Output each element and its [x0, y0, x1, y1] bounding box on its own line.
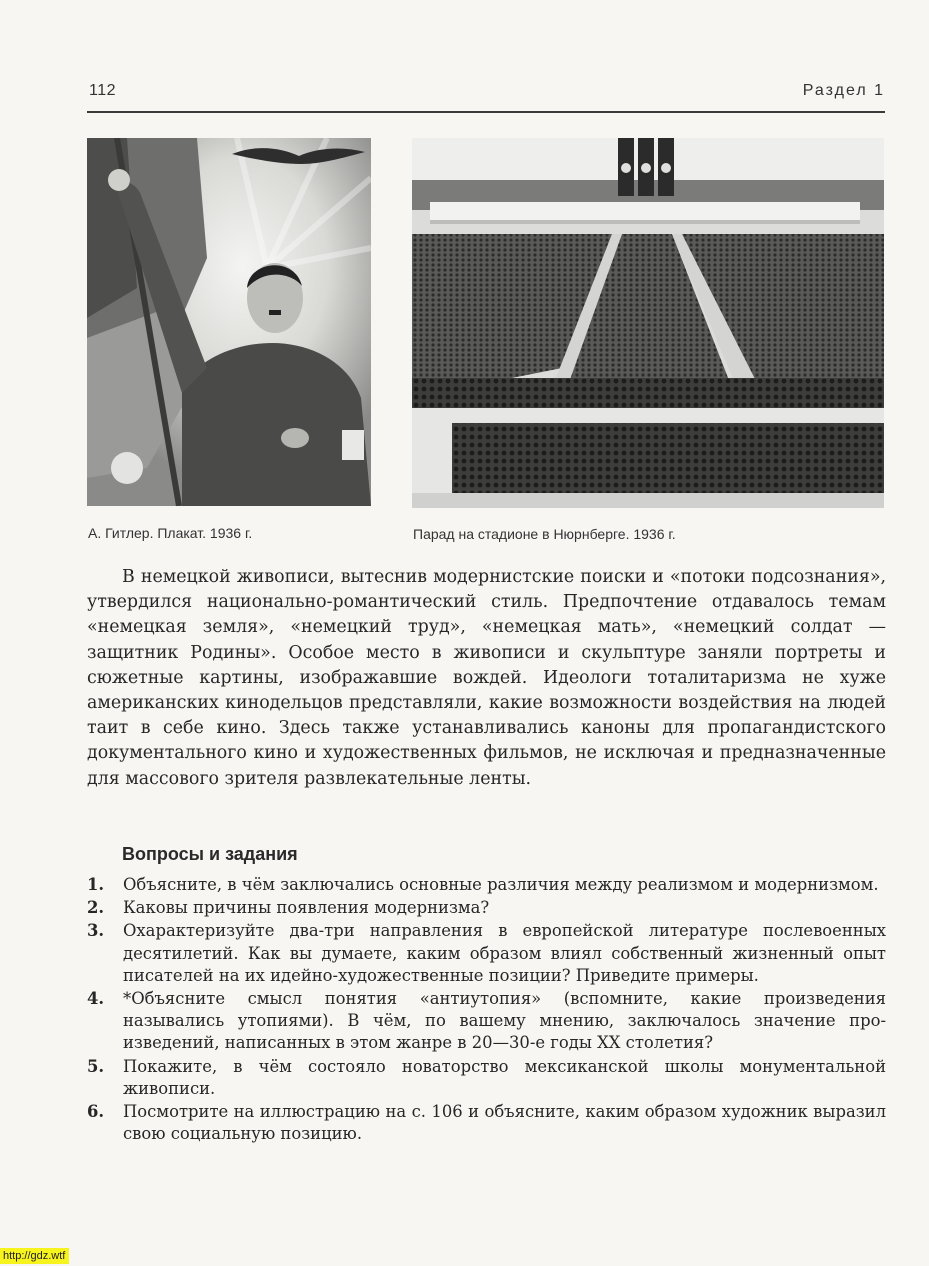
- question-item: [87, 1101, 886, 1145]
- question-number: 6.: [87, 1102, 105, 1122]
- question-number: 1.: [87, 875, 105, 894]
- main-text: [87, 565, 886, 792]
- question-item: [87, 920, 886, 987]
- parade-caption: Парад на стадионе в Нюрнберге. 1936 г.: [413, 526, 676, 542]
- question-item: [87, 1056, 886, 1100]
- question-text: Охарактеризуйте два-три направления в европейской литературе послевоенных десятилетий. Как вы думаете, каким образом влиял собственный жизненный опыт писателей на их идейно-художественные позиции? Приведите примеры.: [123, 921, 886, 985]
- questions-heading: Вопросы и задания: [122, 844, 298, 864]
- questions-list: [87, 874, 886, 1146]
- question-item: [87, 897, 886, 919]
- question-number: 5.: [87, 1056, 105, 1076]
- question-item: [87, 988, 886, 1055]
- page-number: 112: [89, 82, 117, 99]
- poster-photo: [87, 138, 371, 506]
- question-text: *Объясните смысл понятия «антиутопия» (вспомните, какие произведения назывались утопиями). В чём, по вашему мнению, заключалось значение произведений, написанных в этом жанре в 20—30-е годы XX столетия?: [123, 989, 886, 1053]
- paragraph: В немецкой живописи, вытеснив модернистские поиски и «потоки подсознания», утвердился национально-романтический стиль. Предпочтение отдавалось темам «немецкая земля», «немецкий труд», «немецкая мать», «немецкий солдат — защитник Родины». Особое место в живописи и скульптуре заняли портреты и сюжетные картины, изображавшие вождей. Идеологи тоталитаризма не хуже американских кинодельцов представляли, какие возможности воздействия на людей таит в себе кино. Здесь также устанавливались каноны для пропагандистского документального кино и художественных фильмов, не исключая и предназначенные для массового зрителя развлекательные ленты.: [87, 567, 886, 789]
- question-item: [87, 874, 886, 896]
- header-divider: [87, 111, 885, 113]
- section-title: Раздел 1: [802, 82, 885, 99]
- question-number: 2.: [87, 898, 105, 918]
- question-text: Покажите, в чём состояло новаторство мексиканской школы монументальной живописи.: [123, 1056, 886, 1098]
- page-header: [87, 80, 885, 104]
- question-text: Каковы причины появления модернизма?: [123, 898, 490, 918]
- poster-caption: А. Гитлер. Плакат. 1936 г.: [88, 525, 253, 541]
- watermark-link[interactable]: http://gdz.wtf: [0, 1248, 69, 1264]
- question-text: Посмотрите на иллюстрацию на с. 106 и объясните, каким образом художник выразил свою социальную позицию.: [123, 1102, 886, 1144]
- question-number: 3.: [87, 921, 105, 941]
- question-text: Объясните, в чём заключались основные различия между реализмом и модернизмом.: [123, 875, 879, 894]
- question-number: 4.: [87, 989, 105, 1009]
- stadium-parade-photo: [412, 138, 884, 508]
